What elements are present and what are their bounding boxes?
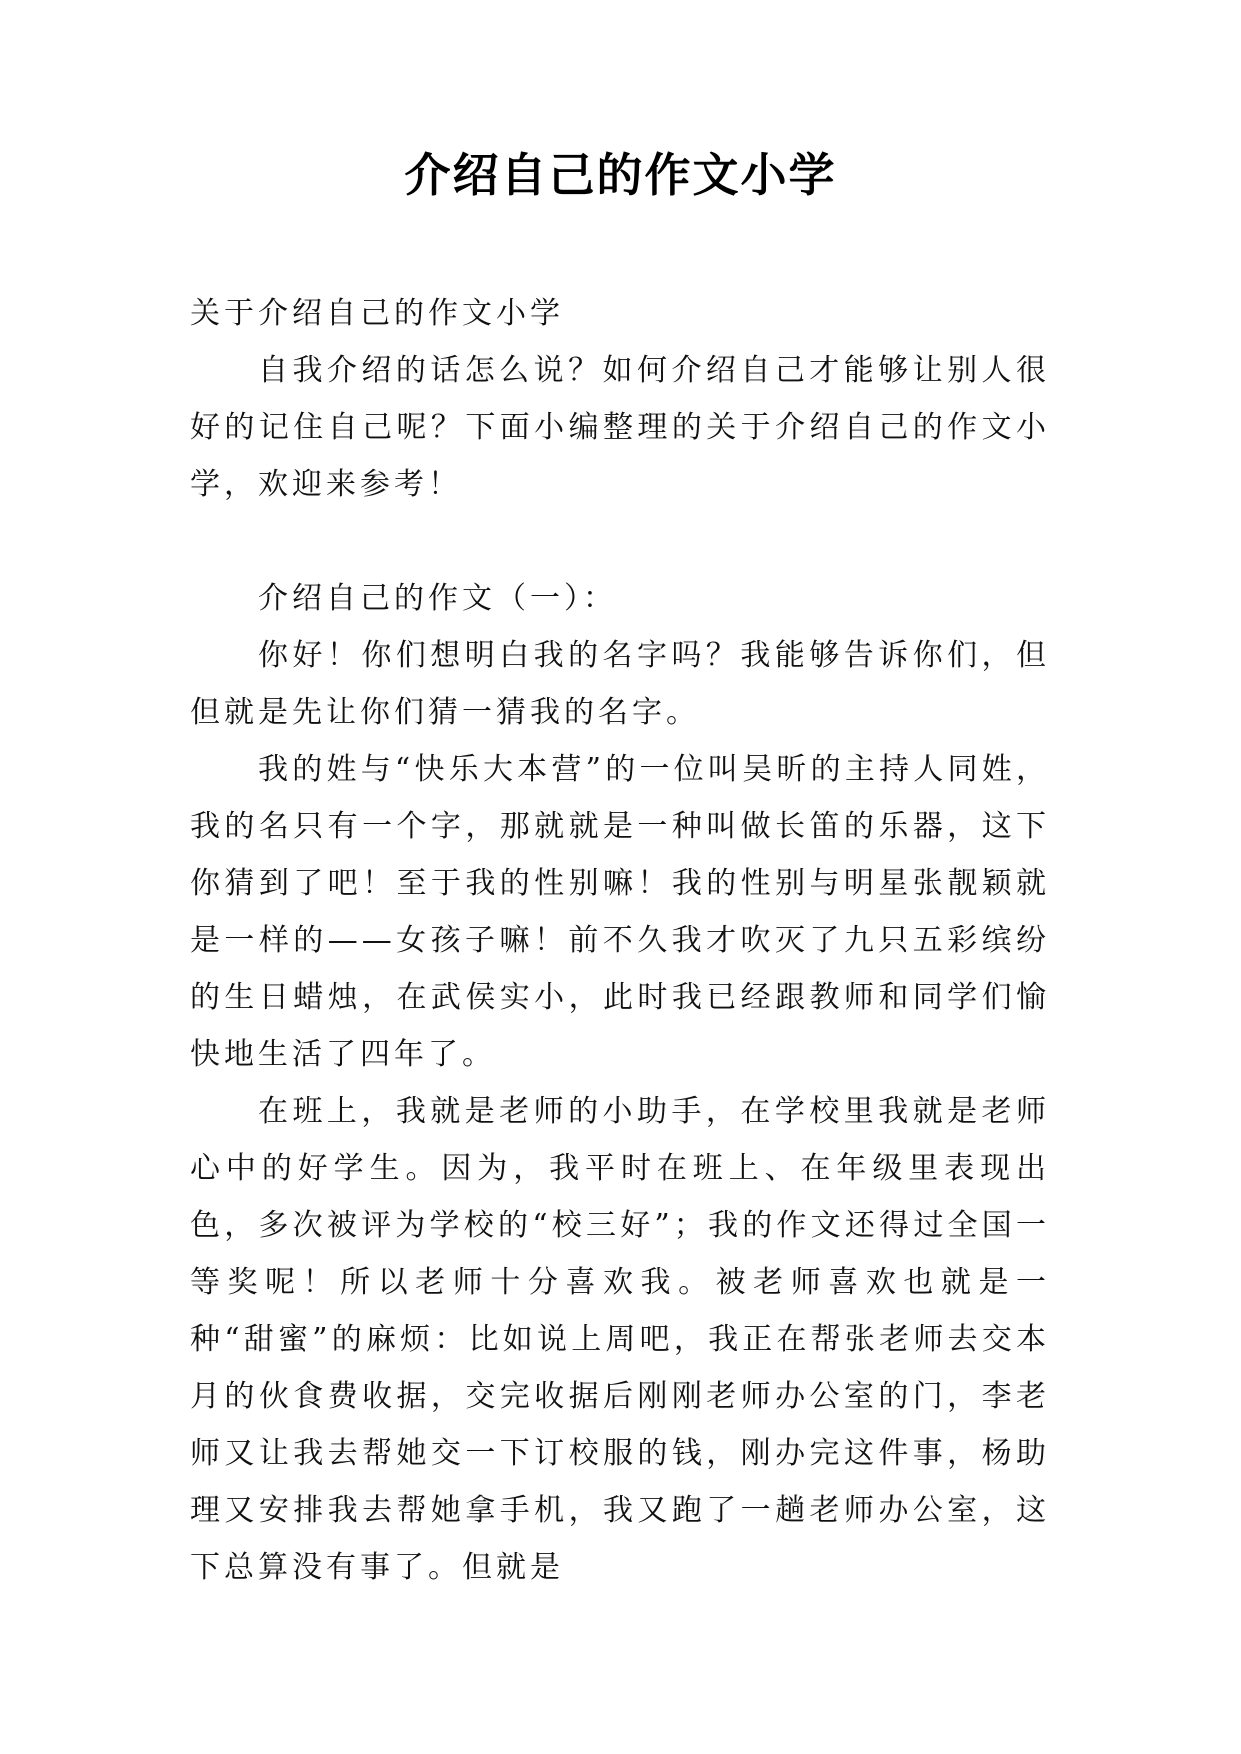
body-paragraph-1: 你好！你们想明白我的名字吗？我能够告诉你们，但但就是先让你们猜一猜我的名字。 — [190, 638, 1050, 730]
body-paragraph-3: 在班上，我就是老师的小助手，在学校里我就是老师心中的好学生。因为，我平时在班上、在年级里表现出色，多次被评为学校的“校三好”；我的作文还得过全国一等奖呢！所以老师十分喜欢我。被老师喜欢也就是一种“甜蜜”的麻烦：比如说上周吧，我正在帮张老师去交本月的伙食费收据，交完收据后刚刚老师办公室的门，李老师又让我去帮她交一下订校服的钱，刚办完这件事，杨助理又安排我去帮她拿手机，我又跑了一趟老师办公室，这下总算没有事了。但就是 — [190, 1094, 1050, 1585]
section-heading: 介绍自己的作文（一）： — [258, 581, 617, 616]
body-paragraph-2: 我的姓与“快乐大本营”的一位叫吴昕的主持人同姓，我的名只有一个字，那就就是一种叫做长笛的乐器，这下你猜到了吧！至于我的性别嘛！我的性别与明星张靓颖就是一样的——女孩子嘛！前不久我才吹灭了九只五彩缤纷的生日蜡烛，在武侯实小，此时我已经跟教师和同学们愉快地生活了四年了。 — [190, 752, 1050, 1072]
document-title: 介绍自己的作文小学 — [404, 148, 837, 202]
intro-heading: 关于介绍自己的作文小学 — [190, 296, 564, 331]
document-body — [190, 285, 1050, 1596]
intro-paragraph: 自我介绍的话怎么说？如何介绍自己才能够让别人很好的记住自己呢？下面小编整理的关于介绍自己的作文小学，欢迎来参考！ — [190, 353, 1050, 502]
